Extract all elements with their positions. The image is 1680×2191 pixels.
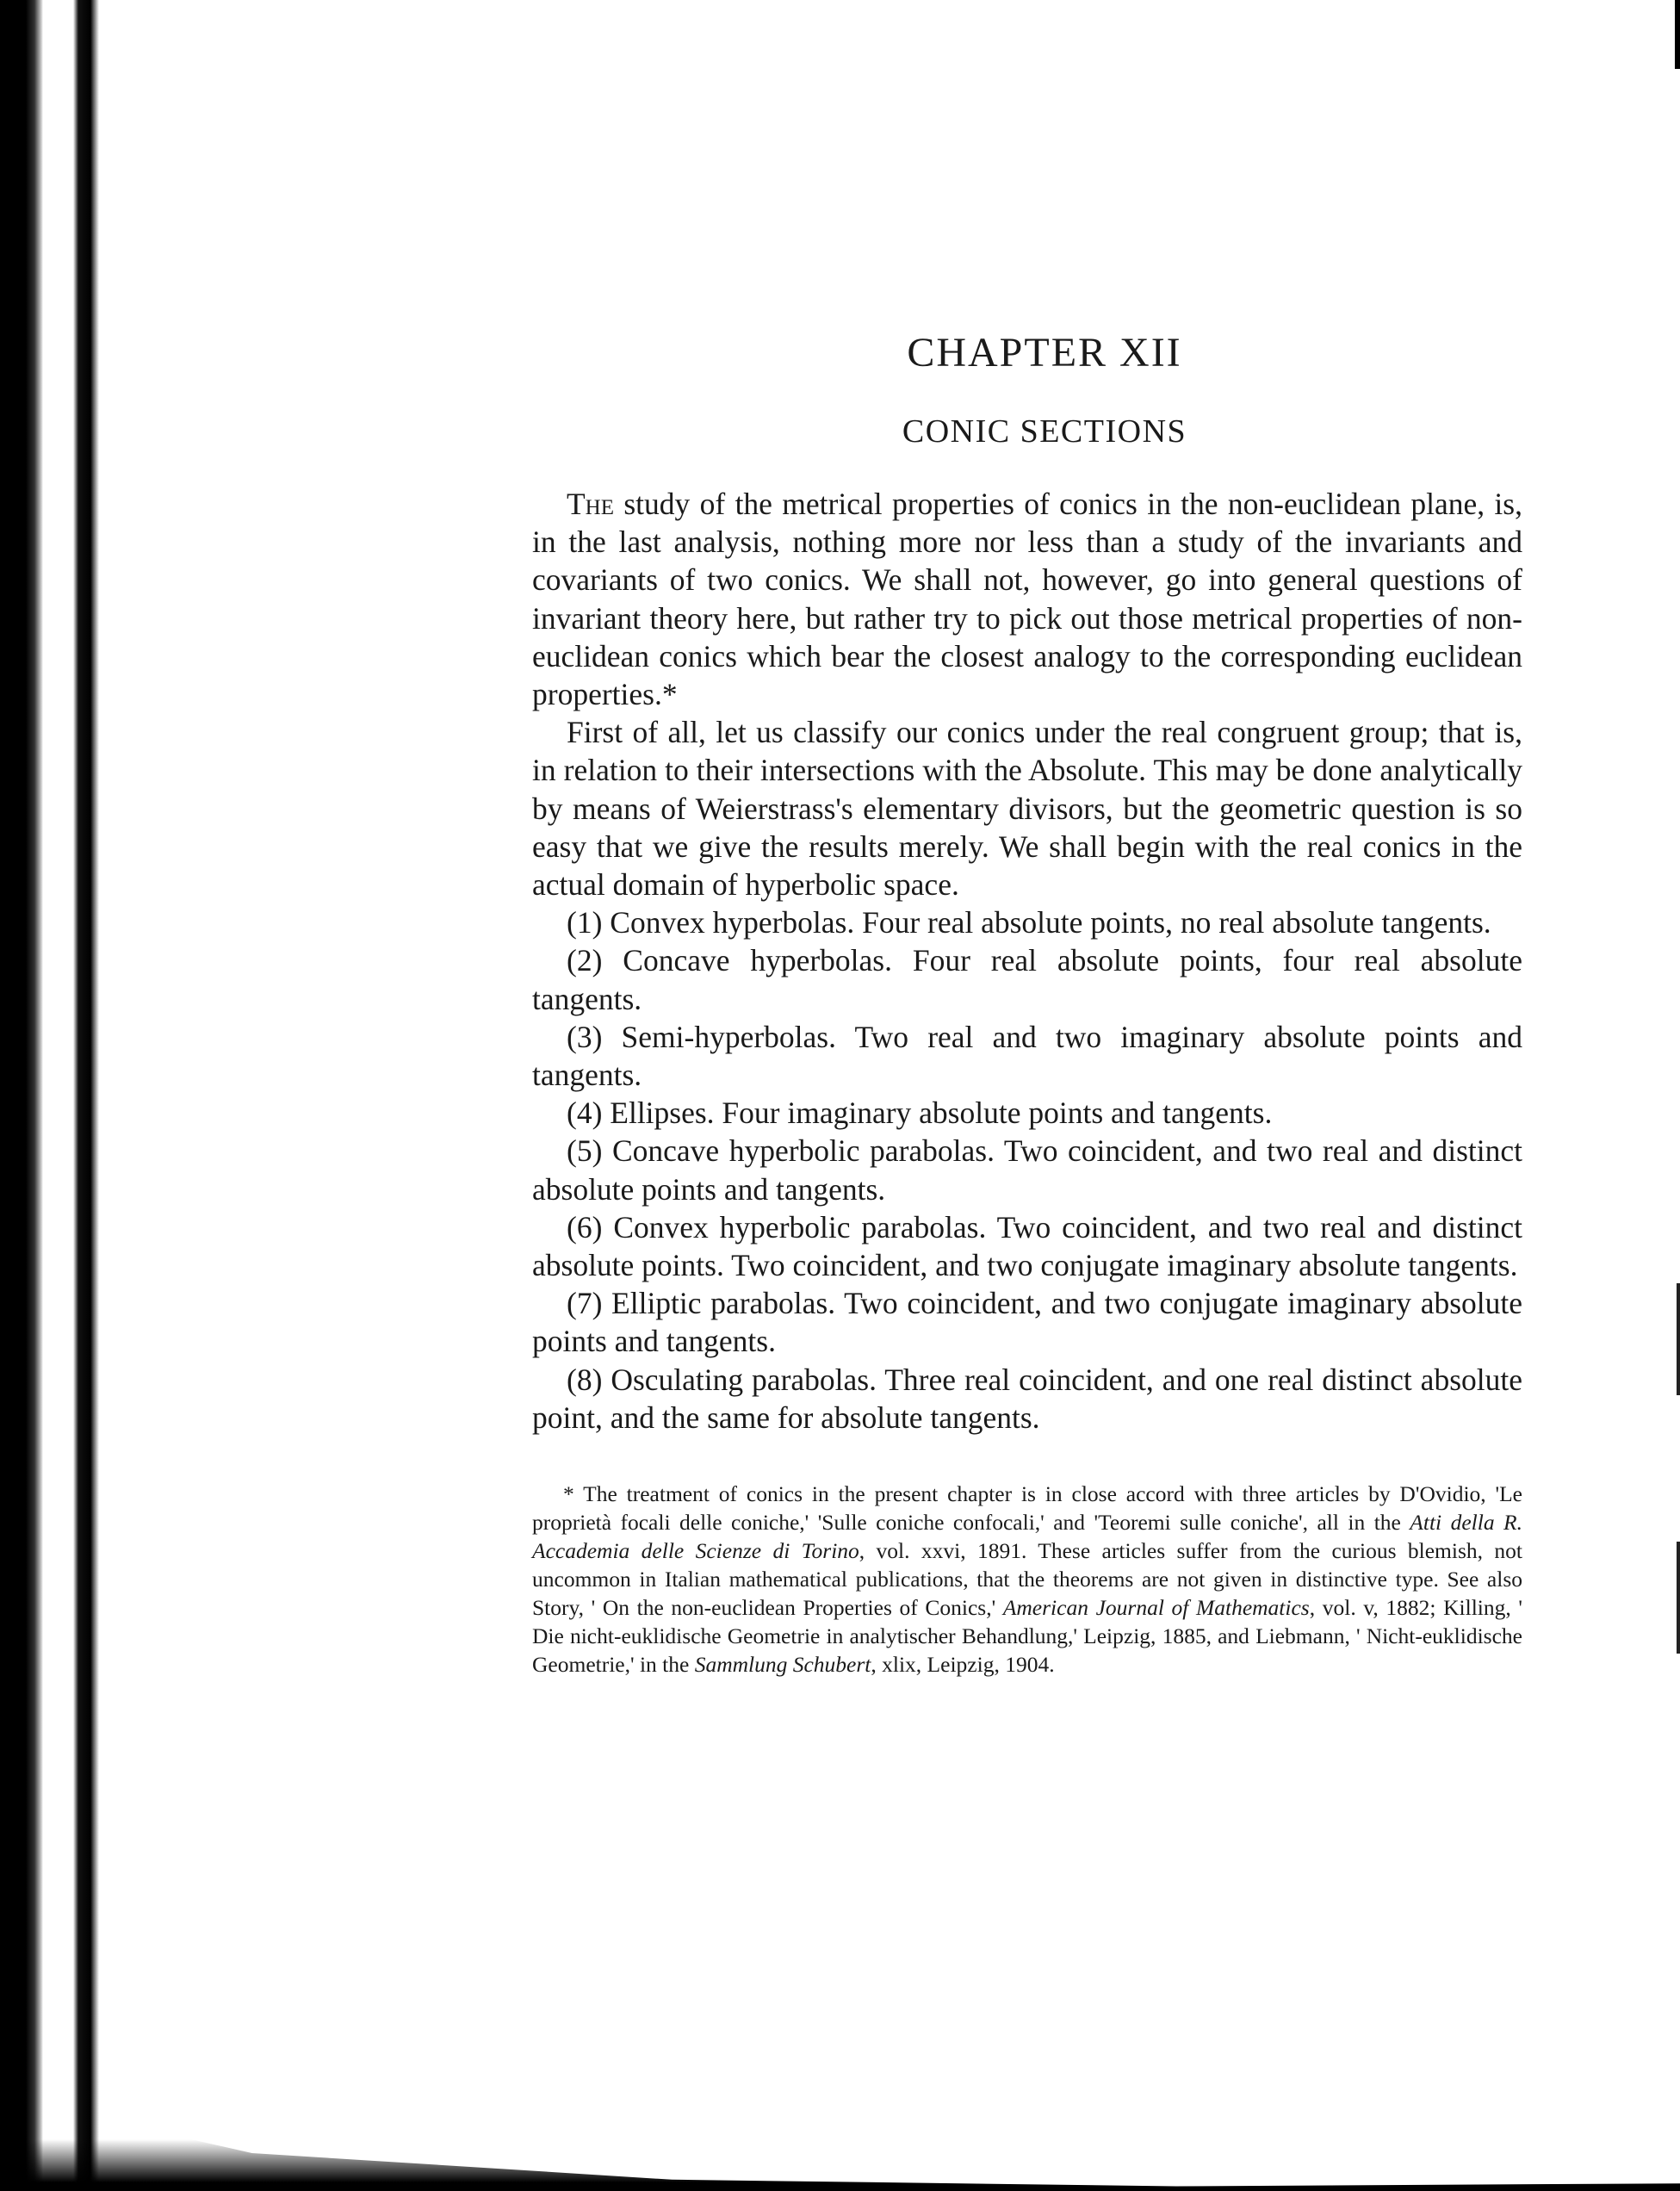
scan-right-corner: [1675, 0, 1680, 69]
list-item: (3) Semi-hyperbolas. Two real and two imaginary absolute points and tangents.: [532, 1019, 1522, 1093]
footnote-citation: Atti della R. Accademia delle Scienze di Torino: [532, 1510, 1522, 1564]
scan-right-mark: [1677, 1542, 1680, 1654]
intro-first-word: The: [567, 487, 615, 521]
section-title: CONIC SECTIONS: [902, 413, 1187, 450]
footnote: [532, 1480, 1522, 1679]
body-text: [532, 485, 1522, 1437]
footnote-text: * The treatment of conics in the present chapter is in close accord with three articles by D'Ovidio, 'Le proprietà focali delle coniche,' 'Sulle coniche confocali,' and 'Teoremi sulle coniche', all in the: [532, 1481, 1522, 1536]
intro-text: study of the metrical properties of conics in the non-euclidean plane, is, in the last analysis, nothing more nor less than a study of the invariants and covariants of two conics. We shall not, however, go into general questions of invariant theory here, but rather try to pick out those metrical properties of non-euclidean conics which bear the closest analogy to the corresponding euclidean properties.*: [532, 487, 1522, 712]
scan-left-edge: [0, 0, 43, 2191]
footnote-citation: Sammlung Schubert: [694, 1652, 871, 1678]
intro-paragraph: [532, 485, 1522, 713]
list-item: (8) Osculating parabolas. Three real coincident, and one real distinct absolute point, and the same for absolute tangents.: [532, 1362, 1522, 1435]
classification-paragraph: First of all, let us classify our conics under the real congruent group; that is, in relation to their intersections with the Absolute. This may be done analytically by means of Weierstrass's elementary divisors, but the geometric question is so easy that we give the results merely. We shall begin with the real conics in the actual domain of hyperbolic space.: [532, 715, 1522, 903]
list-item: (5) Concave hyperbolic parabolas. Two coincident, and two real and distinct absolute points and tangents.: [532, 1133, 1522, 1207]
footnote-text: , vol. xxvi, 1891. These articles suffer from the curious blemish, not uncommon in Italian mathematical publications, that the theorems are not given in distinctive type. See also Story, ' On the non-euclidean Properties of Conics,': [532, 1538, 1522, 1621]
footnote-text: , vol. v, 1882; Killing, ' Die nicht-euklidische Geometrie in analytischer Behandlung,' Leipzig, 1885, and Liebmann, ' Nicht-euklidische Geometrie,' in the: [532, 1595, 1522, 1678]
list-item: (6) Convex hyperbolic parabolas. Two coincident, and two real and distinct absolute points. Two coincident, and two conjugate imaginary absolute tangents.: [532, 1209, 1522, 1283]
list-item: (1) Convex hyperbolas. Four real absolute points, no real absolute tangents.: [567, 905, 1491, 940]
scan-bottom-edge: [0, 2096, 1680, 2191]
footnote-text: , xlix, Leipzig, 1904.: [871, 1652, 1055, 1678]
chapter-heading: CHAPTER XII: [907, 330, 1182, 376]
list-item: (2) Concave hyperbolas. Four real absolute points, four real absolute tangents.: [532, 943, 1522, 1016]
footnote-citation: American Journal of Mathematics: [1002, 1595, 1310, 1621]
scan-binding-shadow: [73, 0, 99, 2191]
footnote-block: [532, 1480, 1522, 1679]
scan-right-mark: [1677, 1283, 1680, 1395]
list-item: (4) Ellipses. Four imaginary absolute points and tangents.: [567, 1096, 1273, 1131]
list-item: (7) Elliptic parabolas. Two coincident, and two conjugate imaginary absolute points and tangents.: [532, 1286, 1522, 1359]
page-content: [532, 301, 1522, 1679]
